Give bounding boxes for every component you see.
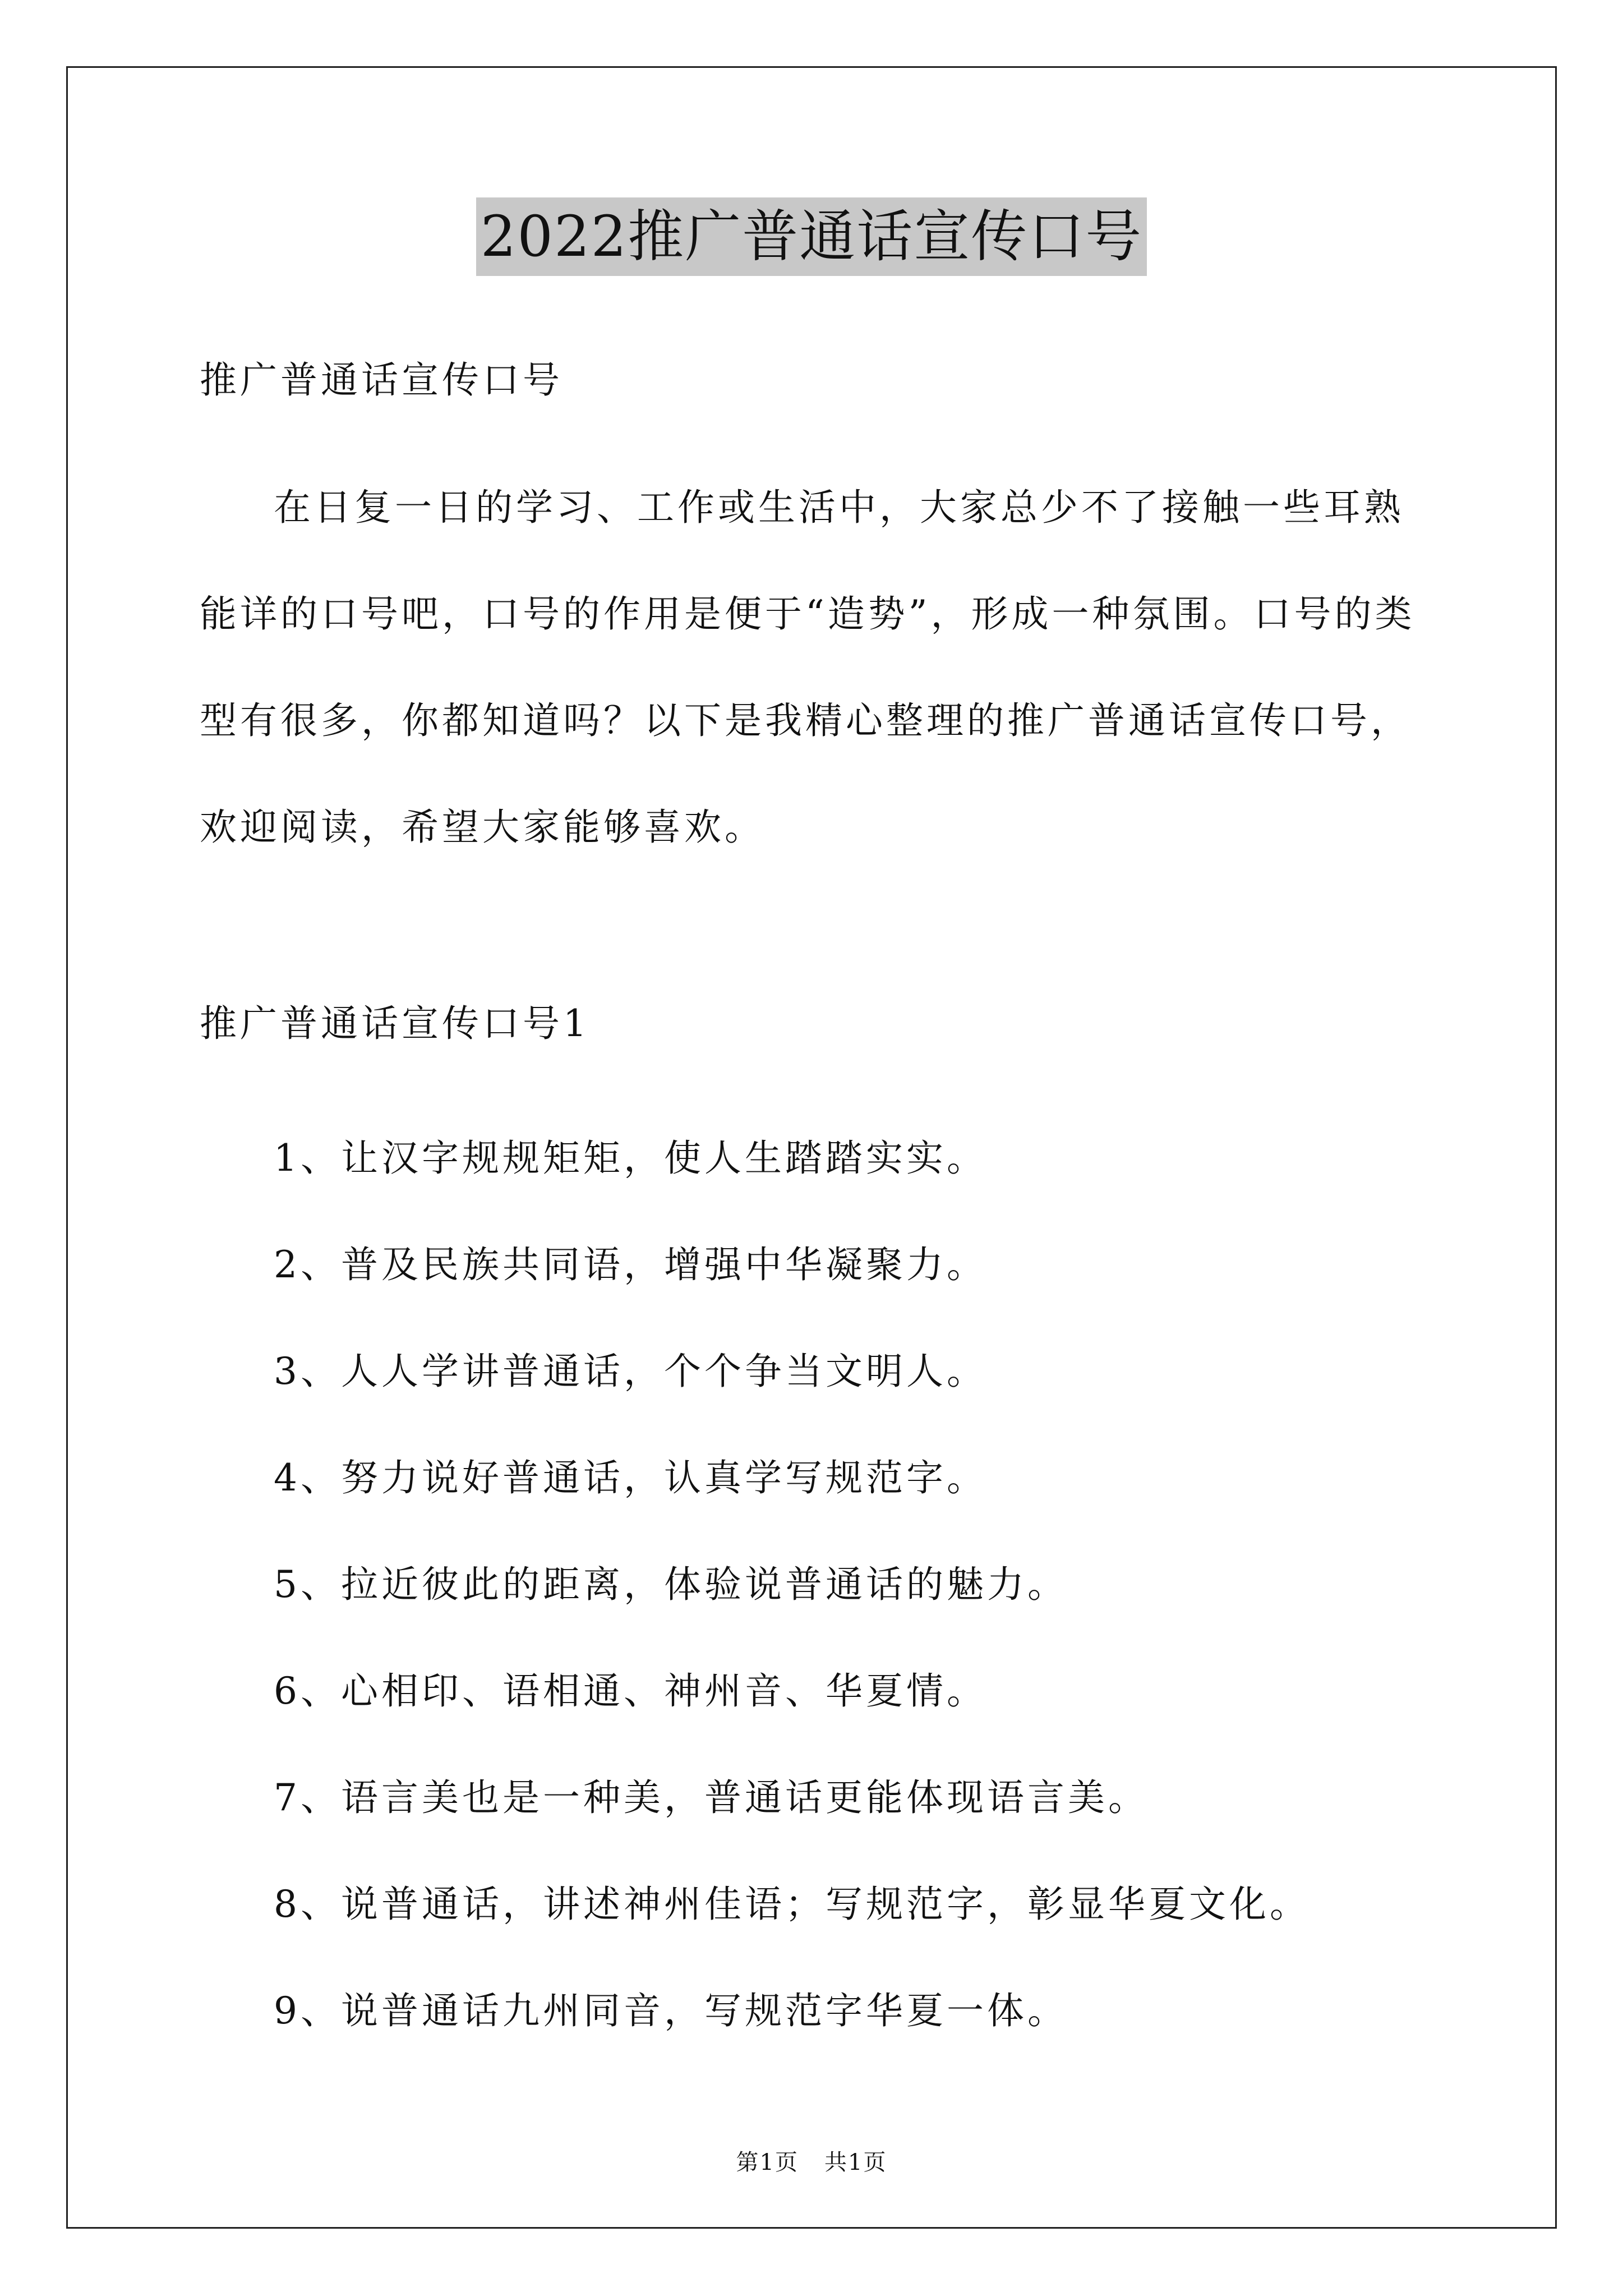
slogan-item: 1、让汉字规规矩矩，使人生踏踏实实。 bbox=[274, 1137, 987, 1180]
page-footer bbox=[0, 2146, 1623, 2179]
slogan-item: 8、说普通话，讲述神州佳语；写规范字，彰显华夏文化。 bbox=[274, 1883, 1310, 1926]
intro-paragraph bbox=[200, 454, 1433, 881]
page-number-current: 第1页 bbox=[736, 2150, 799, 2175]
document-subtitle: 推广普通话宣传口号 bbox=[200, 358, 563, 402]
intro-line: 能详的口号吧，口号的作用是便于“造势”，形成一种氛围。口号的类 bbox=[200, 592, 1415, 636]
slogan-item: 7、语言美也是一种美，普通话更能体现语言美。 bbox=[274, 1776, 1149, 1819]
slogan-item: 4、努力说好普通话，认真学写规范字。 bbox=[274, 1456, 987, 1499]
intro-line: 型有很多，你都知道吗？以下是我精心整理的推广普通话宣传口号， bbox=[200, 699, 1411, 742]
page-number-total: 共1页 bbox=[824, 2150, 887, 2175]
section-heading: 推广普通话宣传口号1 bbox=[200, 1002, 590, 1045]
slogan-item: 9、说普通话九州同音，写规范字华夏一体。 bbox=[274, 1989, 1068, 2032]
intro-line: 在日复一日的学习、工作或生活中，大家总少不了接触一些耳熟 bbox=[274, 486, 1404, 529]
slogan-item: 2、普及民族共同语，增强中华凝聚力。 bbox=[274, 1243, 987, 1286]
document-title: 2022推广普通话宣传口号 bbox=[476, 197, 1147, 276]
document-title-container bbox=[0, 197, 1623, 276]
intro-line: 欢迎阅读，希望大家能够喜欢。 bbox=[200, 806, 765, 849]
slogan-list bbox=[274, 1105, 1310, 2064]
slogan-item: 5、拉近彼此的距离，体验说普通话的魅力。 bbox=[274, 1563, 1068, 1606]
slogan-item: 3、人人学讲普通话，个个争当文明人。 bbox=[274, 1350, 987, 1393]
slogan-item: 6、心相印、语相通、神州音、华夏情。 bbox=[274, 1669, 987, 1713]
